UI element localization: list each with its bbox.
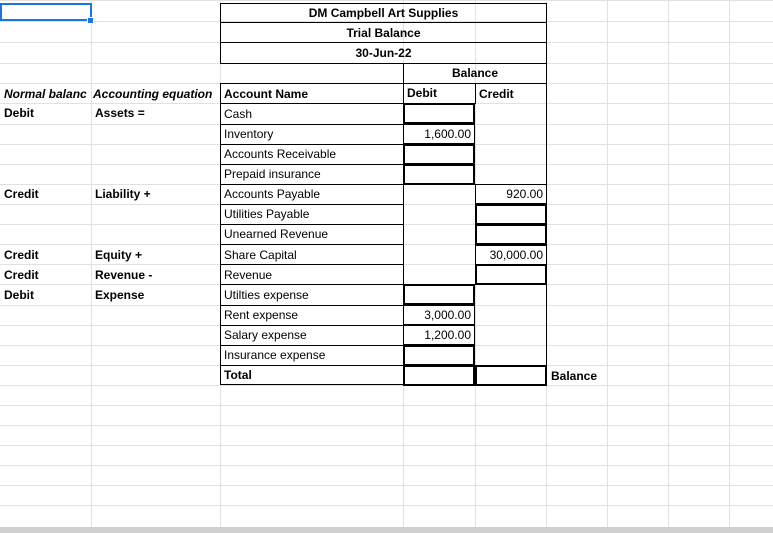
account-name-cell[interactable]: Revenue xyxy=(224,268,273,282)
credit-column-divider xyxy=(475,83,476,104)
credit-input-box[interactable] xyxy=(475,264,547,285)
title-divider-2 xyxy=(220,42,547,43)
total-credit-box[interactable] xyxy=(475,365,547,386)
account-name-cell[interactable]: Rent expense xyxy=(224,308,299,322)
normal-balance-cell[interactable]: Debit xyxy=(4,106,34,120)
total-label[interactable]: Total xyxy=(224,368,252,382)
account-name-cell[interactable]: Share Capital xyxy=(224,248,297,262)
credit-header[interactable]: Credit xyxy=(479,87,514,101)
account-name-cell[interactable]: Unearned Revenue xyxy=(224,227,329,241)
equation-cell[interactable]: Liability + xyxy=(95,187,151,201)
debit-amount[interactable]: 1,200.00 xyxy=(424,328,471,342)
account-name-cell[interactable]: Utilities Payable xyxy=(224,207,310,221)
account-name-cell[interactable]: Salary expense xyxy=(224,328,307,342)
horizontal-scrollbar[interactable] xyxy=(0,527,773,533)
credit-amount[interactable]: 30,000.00 xyxy=(489,248,543,262)
account-name-cell[interactable]: Accounts Payable xyxy=(224,187,321,201)
title-divider-1 xyxy=(220,22,547,23)
total-debit-box[interactable] xyxy=(403,365,475,386)
credit-input-box[interactable] xyxy=(475,204,547,225)
normal-balance-cell[interactable]: Credit xyxy=(4,248,39,262)
company-name[interactable]: DM Campbell Art Supplies xyxy=(308,6,459,20)
account-name-cell[interactable]: Prepaid insurance xyxy=(224,167,321,181)
normal-balance-cell[interactable]: Credit xyxy=(4,187,39,201)
normal-balance-cell[interactable]: Debit xyxy=(4,288,34,302)
debit-input-box[interactable] xyxy=(403,345,475,366)
equation-cell[interactable]: Expense xyxy=(95,288,145,302)
debit-header[interactable]: Debit xyxy=(407,86,437,100)
credit-input-box[interactable] xyxy=(475,224,547,245)
debit-amount[interactable]: 1,600.00 xyxy=(424,127,471,141)
report-date[interactable]: 30-Jun-22 xyxy=(355,46,412,60)
accounting-equation-header[interactable]: Accounting equation xyxy=(93,87,213,101)
debit-input-box[interactable] xyxy=(403,164,475,185)
debit-input-box[interactable] xyxy=(403,284,475,305)
normal-balance-header[interactable]: Normal balanc xyxy=(4,87,87,101)
account-name-cell[interactable]: Cash xyxy=(224,107,253,121)
debit-input-box[interactable] xyxy=(403,103,475,124)
equation-cell[interactable]: Equity + xyxy=(95,248,143,262)
account-name-cell[interactable]: Inventory xyxy=(224,127,274,141)
account-name-cell[interactable]: Accounts Receivable xyxy=(224,147,337,161)
equation-cell[interactable]: Revenue - xyxy=(95,268,153,282)
account-name-cell[interactable]: Insurance expense xyxy=(224,348,326,362)
account-name-header[interactable]: Account Name xyxy=(224,87,309,101)
debit-input-box[interactable] xyxy=(403,144,475,165)
balance-side-label[interactable]: Balance xyxy=(551,369,598,383)
report-title[interactable]: Trial Balance xyxy=(346,26,421,40)
credit-amount[interactable]: 920.00 xyxy=(506,187,543,201)
account-name-cell[interactable]: Utilties expense xyxy=(224,288,309,302)
fill-handle[interactable] xyxy=(87,17,94,24)
normal-balance-cell[interactable]: Credit xyxy=(4,268,39,282)
debit-amount[interactable]: 3,000.00 xyxy=(424,308,471,322)
equation-cell[interactable]: Assets = xyxy=(95,106,145,120)
selected-cell[interactable] xyxy=(0,3,92,21)
balance-header[interactable]: Balance xyxy=(451,66,499,80)
